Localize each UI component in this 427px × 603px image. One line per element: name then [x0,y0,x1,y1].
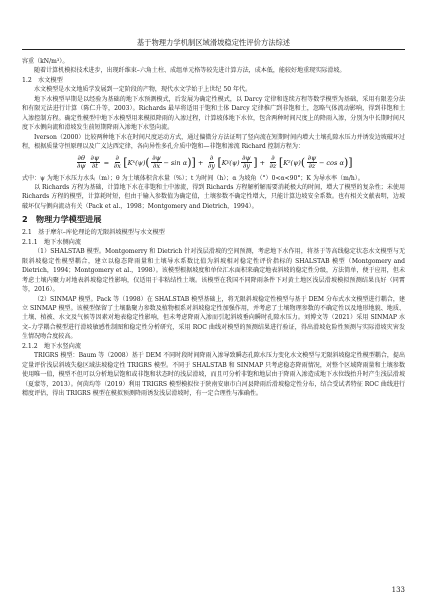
eq-k-term: K [283,158,289,167]
eq-fraction: $\frac{\partial}{\partial y}$ [207,154,215,171]
section-heading-2-1-2: 2.1.2 地下水竖向流 [22,342,82,350]
eq-k-term: K [127,158,133,167]
eq-fraction: $\frac{\partial}{\partial z}$ [269,154,277,171]
eq-fraction: $\frac{\partial\psi}{\partial t}$ [90,154,100,171]
eq-bracket: ] [348,155,353,169]
eq-fraction: $\frac{\partial\psi}{\partial y}$ [242,154,251,171]
eq-paren: ( [300,155,306,169]
eq-fraction: $\frac{\partial}{\partial x}$ [113,154,121,171]
eq-equals: = [103,158,110,167]
richards-equation: $\frac{\partial\theta}{\partial\psi}$ $\frac{\partial\psi}{\partial t}$ = $\frac{\partial}{\partial x}$ [ K x (ψ) ( $\frac{\partial\psi}{\partial x}$ − sin α ) ] + $\frac{\partial}{\partial y}$ [ K y (ψ) $\frac{\partial\psi}{\partial y}$ ] + $\frac{\partial}{\partial z}$ [ K z (ψ) ( $\frac{\partial\psi}{\partial z}$ − cos α ) ] [76,154,353,171]
paragraph: 地下水模型早期是以经验为基础的地下水预测模式，后发展为确定性模式，以 Darcy 定律和连续方程等数学模型为基础，采用有限差分法和有限元法进行计算（陈仁升等，2003）。Richards 最早将适用于饱和土体 Darcy 定律推广到非饱和土，忽略气体流动影响，得到非饱和土入渗控制方程。确定性模型中地下水模型用来模拟降雨的入渗过程，计算坡体地下水位，包含两种时间尺度上的降雨入渗，分别为中长期时间尺度下水侧向流和滑坡发生前短期降雨入渗地下水竖向流。 [22,95,405,132]
eq-fraction: $\frac{\partial\psi}{\partial x}$ [152,154,161,171]
running-header-title: 基于物理力学机制区域滑坡稳定性评价方法综述 [136,38,291,47]
section-heading-2-1-1: 2.1.1 地下水侧向流 [22,238,82,246]
eq-tail: − sin α [163,158,188,167]
eq-bracket: [ [278,155,284,169]
eq-k-arg: (ψ) [290,158,301,167]
section-heading-2: 2 物理力学模型进展 [22,214,102,225]
eq-paren: ) [187,155,192,169]
running-header [22,37,405,50]
eq-bracket: ] [253,155,258,169]
section-heading-2-1: 2.1 基于摩尔–库伦理论的无限斜坡模型与水文模型 [22,229,165,237]
eq-tail: − cos α [318,158,344,167]
equation-legend: 式中：ψ 为地下水压力水头（m）；θ 为土壤体积含水量（%）；t 为时间（h）；α 为坡角（°）0<α<90°；K 为导水率（m/h）。 [22,174,364,182]
paragraph: 以 Richards 方程为基础，计算地下水在非饱和土中渗流，得到 Richards 方程解析解需要消耗极大的时间，增大了模型的复杂性；未使用 Richards 方程的模型，计算耗时短，但由于输入参数值为确定值，土壤参数不确定性增大，只能计算边坡安全系数。也有相关文献表明，边坡破坏仅与侧向流动有关（Pack et al.，1998；Montgomery and Dietrich，1994）。 [22,183,405,210]
paragraph: （2）SINMAP 模型。Pack 等（1998）在 SHALSTAB 模型基础上，将无限斜坡稳定性模型与基于 DEM 分布式水文模型进行耦合，建立 SINMAP 模型。该模型保留了土壤黏聚力参数及植物根系对斜坡稳定性加强作用，并考虑了土壤物理参数的不确定性以及地形地貌、地质、土壤、植被、水文及气候等因素对地表稳定性影响，但未考虑降雨入渗而引起斜坡垂向瞬时孔隙水压力。刘博文等（2021）采用 SINMAP 水文–力学耦合模型进行滑坡敏感性制图和稳定性分析研究，采用 ROC 曲线对模型的预测结果进行验证，得出滑坡危险性预测与实际滑坡灾害发生情况吻合度较高。 [22,295,405,341]
eq-bracket: [ [217,155,222,169]
eq-fraction: $\frac{\partial\psi}{\partial z}$ [307,154,317,171]
eq-paren: ( [145,155,150,169]
eq-k-arg: (ψ) [229,158,240,167]
page-body [22,57,405,399]
eq-bracket: ] [191,155,196,169]
paragraph: （1）SHALSTAB 模型。Montgomerry 和 Dietrich 针对浅层滑坡的空间预测，考虑地下水作用，将基于等高线稳定状态水文模型与无限斜坡稳定性模型耦合，建立以稳态降雨量和土壤导水系数比值为斜坡相对稳定性评价指标的 SHALSTAB 模型（Montgomery and Dietrich，1994；Montgomery et al.，1998）。该模型根据坡度和单位汇水面积来确定地表斜坡的稳定性分级，方法简单，便于应用，但未考虑土壤内聚力对地表斜坡稳定性影响，仅适用于非粘结性土壤。该模型在我国不同降雨条件下对黄土地区浅层滑坡模拟预测结果良好（同霄等，2016）。 [22,248,405,294]
eq-bracket: [ [123,155,128,169]
page-number: 133 [391,586,405,594]
paragraph: Iverson（2000）比较两种地下水在时间尺度运动方式，通过偏微分方法证明了竖向流在短期时间内增大土壤孔隙水压力并诱发边坡破坏过程，根据质量守恒原理以及广义达西定律，各向异性多孔介质中饱和—非饱和渗流 Richard 控制方程为： [22,133,405,151]
eq-fraction: $\frac{\partial\theta}{\partial\psi}$ [76,154,86,171]
eq-k-arg: (ψ) [135,158,146,167]
paragraph: TRIGRS 模型：Baum 等（2008）基于 DEM 不同时段时间降雨入渗导致瞬态孔隙水压力变化水文模型与无限斜坡稳定性模型耦合，提出定量评价浅层斜坡失稳区域法坡稳定性 TRIGRS 模型。不同于 SHALSTAB 和 SINMAP 只考虑稳态降雨情况，对整个区域降雨量和土壤参数使用唯一值，模型不但可以分析地层饱和或非饱和状态时的浅层滑坡，而且可分析非饱和地层由于降雨入渗造成地下水位线抬升时产生浅层滑坡（夏蒙等，2013）。何茵均等（2019）利用 TRIGRS 模型模拟位于陕南安康市白河县降雨后滑坡稳定性分布，结合受试者特征 ROC 曲线进行精度评估，得出 TRIGRS 模型在模拟预测降雨诱发浅层滑坡时，有一定合理性与准确性。 [22,352,405,398]
paragraph: 随着计算机模拟技术进步，出现纤维束–六角土柱、成组单元格等较先进计算方法，成本低，能较好地重现实际滑坡。 [34,67,346,75]
paragraph: 容重（kN/m³）。 [22,58,69,65]
eq-k-term: K [221,158,227,167]
eq-paren: ) [343,155,349,169]
paragraph: 水文模型是水文地质学发展到一定阶段的产物，现代水文学始于上世纪 50 年代。 [34,86,252,94]
section-heading-1-2: 1.2 水文模型 [22,76,63,84]
eq-plus: + [197,158,204,167]
eq-plus: + [259,158,266,167]
